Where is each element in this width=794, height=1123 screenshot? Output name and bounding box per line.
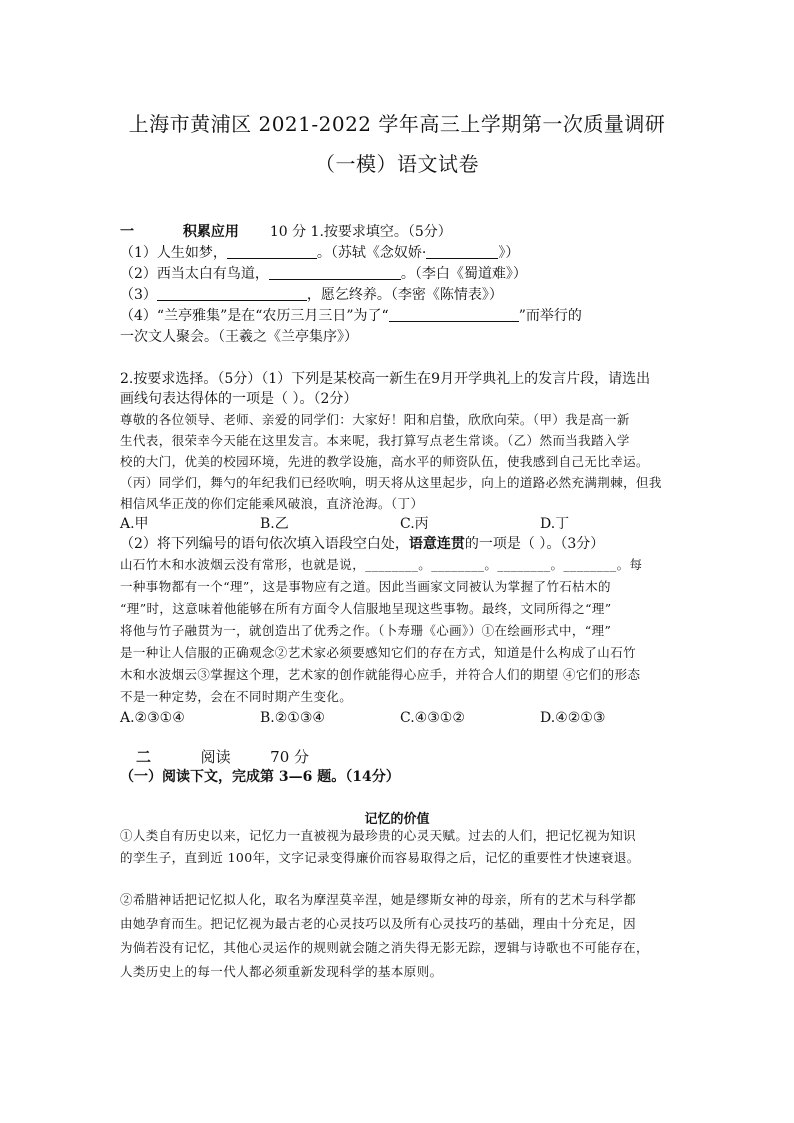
- q2-speech-line: （丙）同学们，舞勺的年纪我们已经吹响，明天将从这里起步，向上的道路必然充满荆棘，但我: [120, 475, 662, 490]
- q2-options-1: [120, 514, 680, 534]
- article-para2-line: 由她孕育而生。把记忆视为最古老的心灵技巧以及所有心灵技巧的基础，理由十分充足，因: [120, 916, 637, 931]
- q2-speech-line: 相信风华正茂的你们定能乘风破浪，直济沧海。（丁）: [120, 496, 424, 511]
- q2-prompt-line2: 画线句表达得体的一项是（ ）。（2分）: [120, 391, 358, 407]
- option-a[interactable]: A.②③①④: [120, 710, 185, 726]
- q2-passage-line: 山石竹木和水波烟云没有常形，也就是说，________。________。________。________。每: [120, 557, 643, 572]
- article-para1-line: ①人类自有历史以来，记忆力一直被视为最珍贵的心灵天赋。过去的人们，把记忆视为知识: [120, 828, 637, 843]
- section-subheading: （一）阅读下文，完成第 3—6 题。（14分）: [120, 769, 400, 785]
- q1-item-4: （4）“兰亭雅集”是在“农历三月三日”为了“ ”而举行的: [120, 308, 582, 324]
- part1-number: 一: [120, 224, 134, 240]
- answer-blank[interactable]: [426, 244, 498, 259]
- q2-passage-line: 将他与竹子融贯为一，就创造出了优秀之作。（卜寿珊《心画》）①在绘画形式中，“理”: [120, 623, 612, 638]
- q2-passage-line: 一种事物都有一个“理”，这是事物应有之道。因此当画家文同被认为掌握了竹石枯木的: [120, 579, 611, 594]
- q1-item-2: （2）西当太白有鸟道， 。（李白《蜀道难》）: [120, 266, 527, 282]
- q2-speech-line: 生代表，很荣幸今天能在这里发言。本来呢，我打算写点老生常谈。（乙）然而当我踏入学: [120, 433, 630, 448]
- q1-item-1: （1）人生如梦， 。（苏轼《念奴娇· 》）: [120, 245, 520, 261]
- article-title: 记忆的价值: [364, 812, 430, 827]
- option-c[interactable]: C.④③①②: [400, 710, 465, 726]
- part1-heading: [120, 222, 680, 242]
- q2-speech-line: 校的大门，优美的校园环境，先进的教学设施，高水平的师资队伍，使我感到自己无比幸运。: [120, 454, 649, 469]
- part1-name: 积累应用: [182, 224, 239, 240]
- answer-blank[interactable]: [389, 307, 519, 322]
- part2-number: 二: [136, 748, 152, 766]
- q2-passage-line: “理”时，这意味着他能够在所有方面令人信服地呈现这些事物。最终，文同所得之“理”: [120, 601, 612, 616]
- option-b[interactable]: B.②①③④: [260, 710, 325, 726]
- exam-title-line1: 上海市黄浦区 2021-2022 学年高三上学期第一次质量调研: [128, 112, 666, 136]
- article-para2-line: ②希腊神话把记忆拟人化，取名为摩涅莫辛涅，她是缪斯女神的母亲，所有的艺术与科学都: [120, 892, 637, 907]
- answer-blank[interactable]: [157, 286, 307, 301]
- q2-passage-line: 不是一种定势，会在不同时期产生变化。: [120, 689, 353, 704]
- answer-blank[interactable]: [269, 265, 401, 280]
- q1-item-4-cont: 一次文人聚会。（王羲之《兰亭集序》）: [120, 329, 358, 345]
- article-para2-line: 人类历史上的每一代人都必须重新发现科学的基本原则。: [120, 964, 443, 979]
- part2-heading: [136, 746, 309, 767]
- q1-prompt: 1.按要求填空。（5分）: [310, 224, 452, 240]
- answer-blank[interactable]: [227, 244, 317, 259]
- q2-sub2-prompt: （2）将下列编号的语句依次填入语段空白处，语意连贯的一项是（ ）。（3分）: [120, 536, 605, 552]
- option-b[interactable]: B.乙: [260, 516, 289, 532]
- part2-score: 70 分: [270, 748, 310, 766]
- option-a[interactable]: A.甲: [120, 516, 149, 532]
- exam-title-line2: （一模）语文试卷: [315, 152, 479, 176]
- q2-prompt-line1: 2.按要求选择。（5分）（1）下列是某校高一新生在9月开学典礼上的发言片段，请选出: [120, 371, 651, 387]
- q1-item-3: （3） ，愿乞终养。（李密《陈情表》）: [120, 287, 503, 303]
- part1-score: 10 分: [269, 224, 307, 240]
- q2-passage-line: 木和水波烟云③掌握这个理，艺术家的创作就能得心应手，并符合人们的期望 ④它们的形态: [120, 667, 641, 682]
- q2-passage-line: 是一种让人信服的正确观念②艺术家必须要感知它们的存在方式，知道是什么构成了山石竹: [120, 645, 637, 660]
- part2-name: 阅读: [200, 748, 231, 766]
- q2-speech-line: 尊敬的各位领导、老师、亲爱的同学们：大家好！阳和启蛰，欣欣向荣。（甲）我是高一新: [120, 412, 630, 427]
- article-para1-line: 的孪生子，直到近 100年，文字记录变得廉价而容易取得之后，记忆的重要性才快速衰退。: [120, 850, 640, 865]
- option-d[interactable]: D.丁: [540, 516, 570, 532]
- option-d[interactable]: D.④②①③: [540, 710, 606, 726]
- q2-options-2: [120, 708, 680, 728]
- article-para2-line: 为倘若没有记忆，其他心灵运作的规则就会随之消失得无影无踪，逻辑与诗歌也不可能存在，: [120, 940, 649, 955]
- option-c[interactable]: C.丙: [400, 516, 429, 532]
